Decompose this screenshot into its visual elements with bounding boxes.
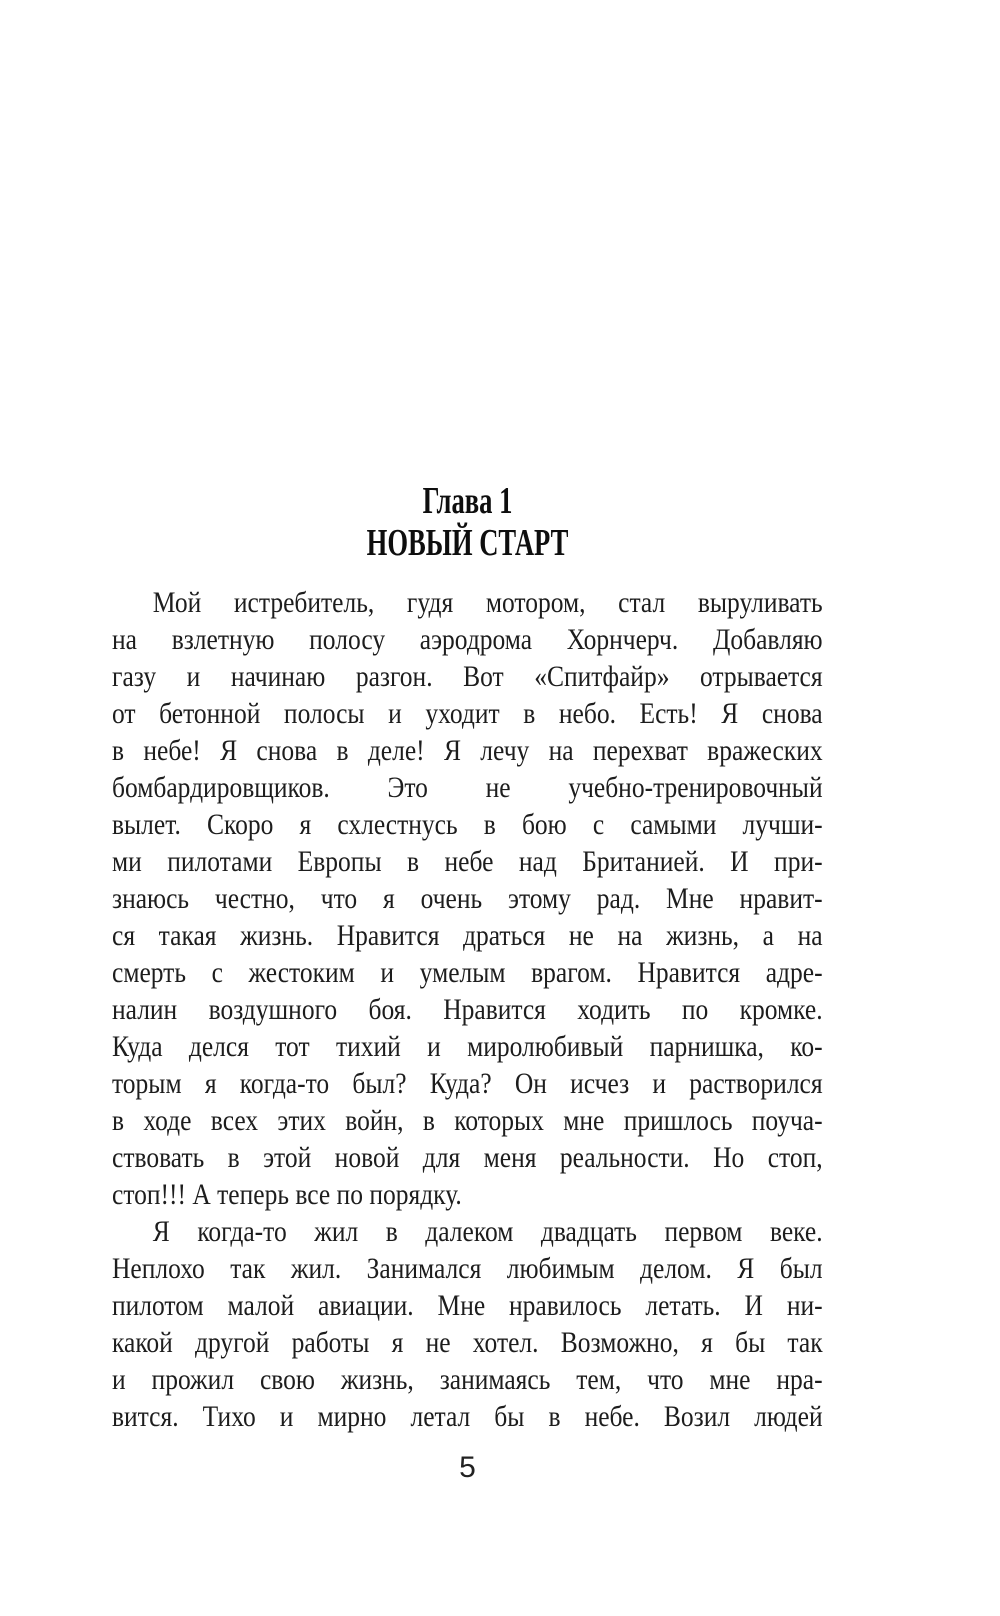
text-line: ми пилотами Европы в небе над Британией. И при- [112, 845, 823, 878]
chapter-label: Глава 1 [422, 480, 513, 522]
text-line: стоп!!! А теперь все по порядку. [112, 1178, 462, 1211]
body-text [112, 584, 823, 1435]
text-line: какой другой работы я не хотел. Возможно, я бы так [112, 1326, 823, 1359]
text-line: и прожил свою жизнь, занимаясь тем, что мне нра- [112, 1363, 823, 1396]
text-line: пилотом малой авиации. Мне нравилось летать. И ни- [112, 1289, 823, 1322]
text-line: ся такая жизнь. Нравится драться не на жизнь, а на [112, 919, 823, 952]
text-line: ствовать в этой новой для меня реальности. Но стоп, [112, 1141, 823, 1174]
text-line: на взлетную полосу аэродрома Хорнчерч. Добавляю [112, 623, 823, 656]
text-line: знаюсь честно, что я очень этому рад. Мне нравит- [112, 882, 823, 915]
text-line: Неплохо так жил. Занимался любимым делом. Я был [112, 1252, 823, 1285]
text-line: бомбардировщиков. Это не учебно-тренировочный [112, 771, 823, 804]
text-line: Я когда-то жил в далеком двадцать первом веке. [152, 1215, 823, 1248]
text-line: от бетонной полосы и уходит в небо. Есть! Я снова [112, 697, 823, 730]
chapter-heading [112, 480, 823, 564]
text-line: вылет. Скоро я схлестнусь в бою с самыми лучши- [112, 808, 823, 841]
text-line: Куда делся тот тихий и миролюбивый парнишка, ко- [112, 1030, 823, 1063]
text-line: смерть с жестоким и умелым врагом. Нравится адре- [112, 956, 823, 989]
text-line: налин воздушного боя. Нравится ходить по кромке. [112, 993, 823, 1026]
text-line: вится. Тихо и мирно летал бы в небе. Возил людей [112, 1400, 823, 1433]
text-line: в ходе всех этих войн, в которых мне пришлось поуча- [112, 1104, 823, 1137]
text-line: торым я когда-то был? Куда? Он исчез и растворился [112, 1067, 823, 1100]
page-number: 5 [459, 1451, 476, 1484]
chapter-title: НОВЫЙ СТАРТ [366, 522, 569, 564]
text-line: газу и начинаю разгон. Вот «Спитфайр» отрывается [112, 660, 823, 693]
text-line: в небе! Я снова в деле! Я лечу на перехват вражеских [112, 734, 823, 767]
text-line: Мой истребитель, гудя мотором, стал выруливать [152, 586, 823, 619]
